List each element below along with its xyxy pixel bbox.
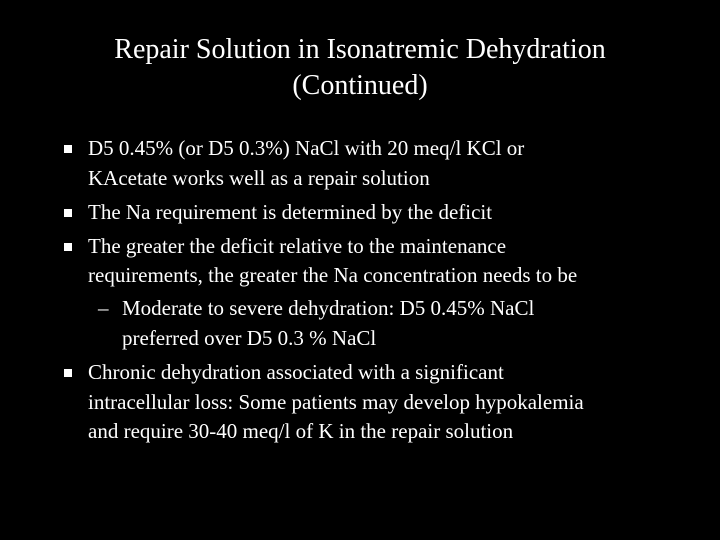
title-line-1: Repair Solution in Isonatremic Dehydration: [114, 34, 606, 65]
bullet-4-line-1: Chronic dehydration associated with a significant: [88, 360, 504, 384]
slide-title: [40, 32, 680, 104]
bullet-3-line-1: The greater the deficit relative to the maintenance: [88, 234, 507, 258]
bullet-1-line-2: KAcetate works well as a repair solution: [88, 166, 430, 190]
bullet-marker-1: [64, 136, 72, 164]
bullet-marker-4: [64, 360, 72, 388]
sub-bullet-dash: –: [98, 296, 109, 320]
square-bullet-icon: [64, 145, 72, 153]
bullet-3-line-2: requirements, the greater the Na concentration needs to be: [88, 263, 578, 287]
bullet-4-line-2: intracellular loss: Some patients may develop hypokalemia: [88, 390, 584, 414]
bullet-marker-2: [64, 200, 72, 228]
sub-bullet-line-1: Moderate to severe dehydration: D5 0.45% NaCl: [122, 296, 535, 320]
bullet-marker-3: [64, 234, 72, 262]
square-bullet-icon: [64, 209, 72, 217]
square-bullet-icon: [64, 369, 72, 377]
square-bullet-icon: [64, 243, 72, 251]
bullet-1-line-1: D5 0.45% (or D5 0.3%) NaCl with 20 meq/l KCl or: [88, 136, 525, 160]
bullet-2-line-1: The Na requirement is determined by the deficit: [88, 200, 493, 224]
bullet-4-line-3: and require 30-40 meq/l of K in the repair solution: [88, 419, 514, 443]
title-line-2: (Continued): [292, 70, 428, 101]
sub-bullet-line-2: preferred over D5 0.3 % NaCl: [122, 326, 377, 350]
